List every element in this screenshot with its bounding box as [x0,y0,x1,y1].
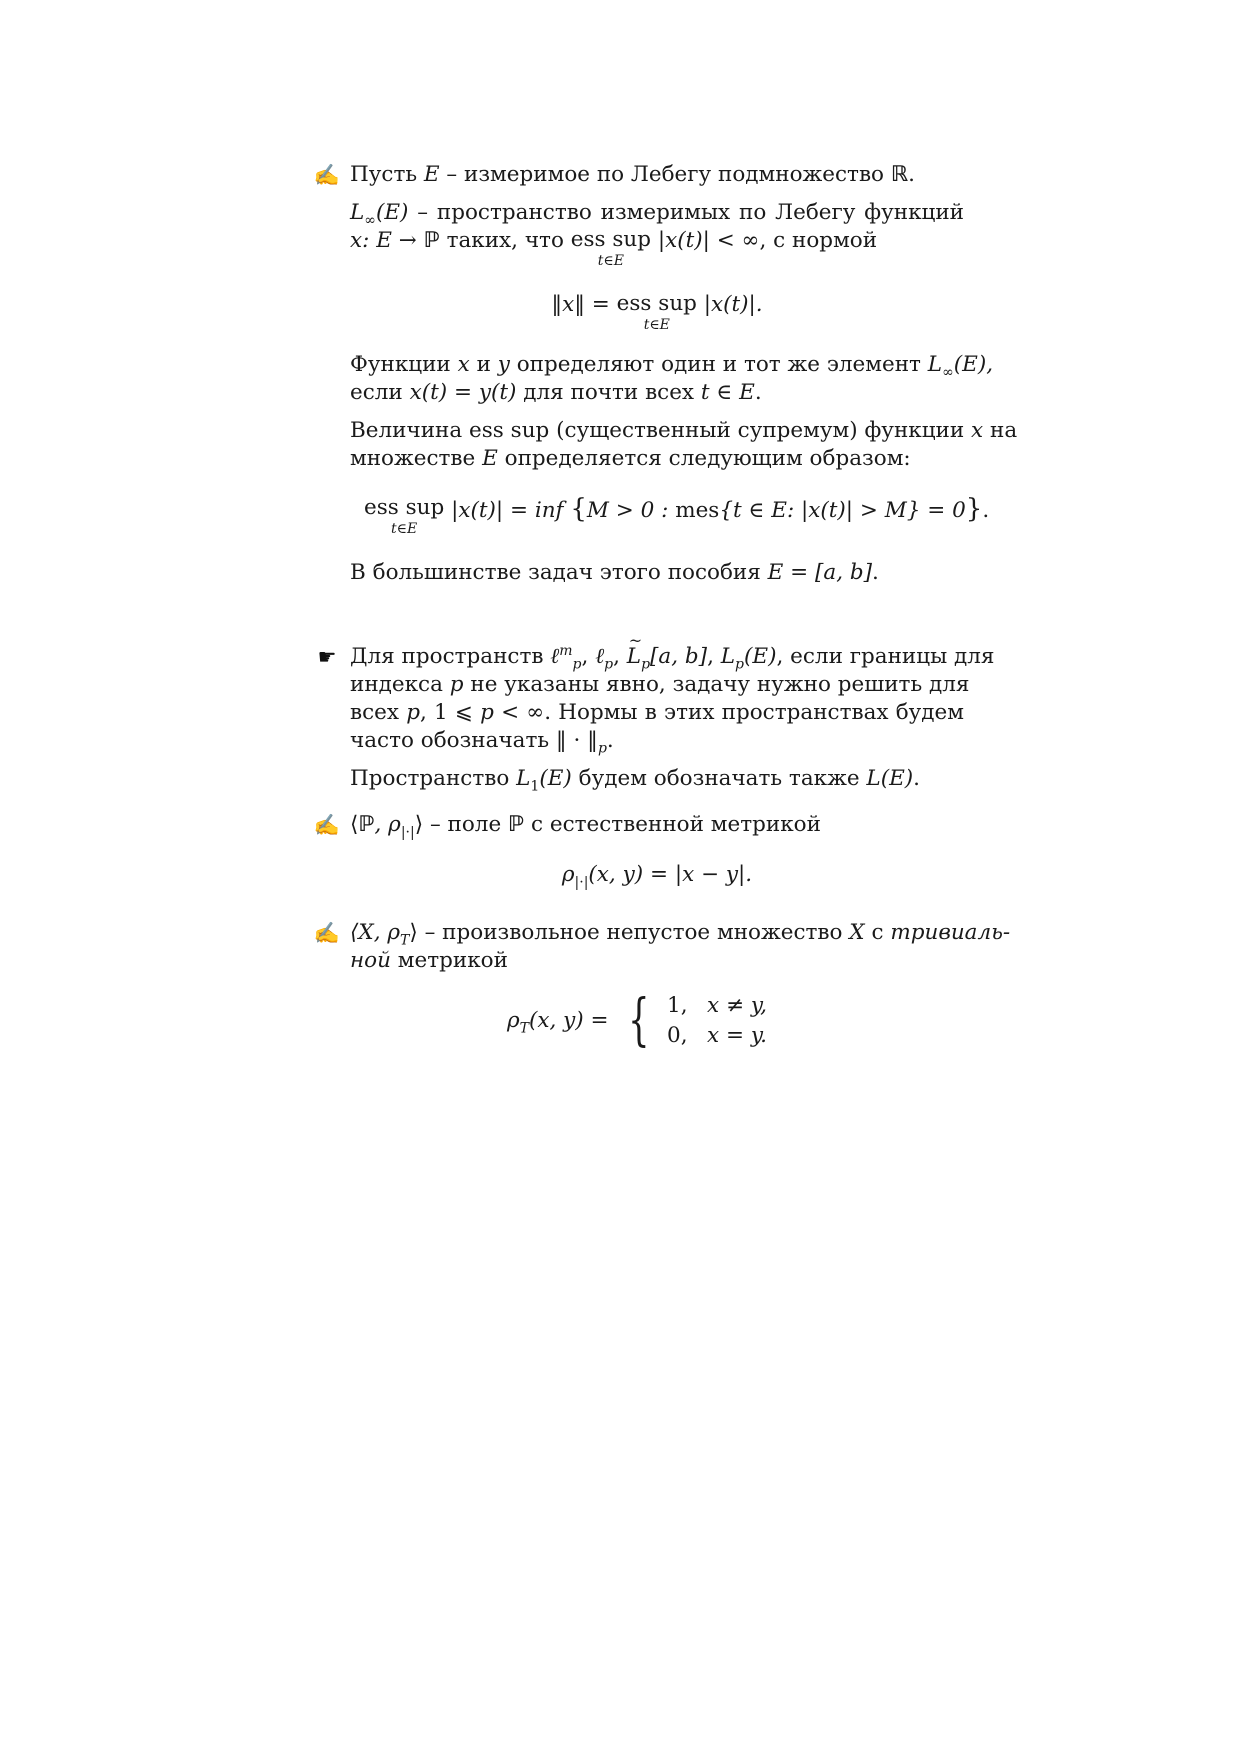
text: . [913,766,921,791]
section-lp-note [317,642,995,803]
text: , с нормой [759,228,878,253]
cases-rows [667,991,807,1051]
text: Пусть [350,162,424,187]
math-expr: |x(t)| = inf [444,498,571,523]
op-name: ess sup [364,495,445,520]
text: . [754,380,762,405]
case-value: 0, [667,1023,688,1048]
math-var: L [927,352,943,377]
brace: } [965,494,983,524]
text: – измеримое по Лебегу подмножество [439,162,891,187]
writing-hand-icon: ✍ [313,163,341,187]
emphasis-text: ной [350,948,391,973]
math-sub: p [735,656,744,673]
writing-hand-icon: ✍ [313,921,341,945]
text: . [908,162,915,187]
math-var: ρ [506,1008,520,1033]
math-expr: (E) [539,766,572,791]
text: . [982,498,990,523]
math-var: E [423,162,440,187]
math-var: p [480,700,494,725]
text: метрикой [390,948,508,973]
section-field-metric [313,811,964,907]
reals-symbol: ℝ [890,162,909,187]
math-expr: (E) [744,644,777,669]
math-expr: : E → [362,228,424,253]
case-condition: x ≠ y, [707,993,767,1018]
math-expr: (x, y) = |x − y|. [588,862,753,887]
ess-sup-operator [571,227,651,269]
math-expr: , ρ [374,812,401,837]
field-symbol: ℙ [358,812,375,837]
math-sub: p [604,656,614,673]
text: , если границы для [776,644,995,669]
text: индекса [350,672,450,697]
interval-note [350,559,964,587]
text: , [707,644,721,669]
math-sub: p [641,656,651,673]
section-trivial-metric [313,919,1011,1069]
text: . [606,728,614,753]
text: < ∞. Нормы в этих пространствах будем [493,700,964,725]
text: В большинстве задач этого пособия [350,560,768,585]
math-var: ρ [561,862,575,887]
op-sub: t∈E [597,253,624,269]
math-var: ℓ [550,644,560,669]
text: Для пространств [350,644,551,669]
math-expr: x(t) = y(t) [409,380,517,405]
math-sub: |·| [400,824,415,841]
math-var: (E) [375,200,409,225]
math-expr: ⟩ [414,812,424,837]
lp-paragraph [350,642,995,757]
math-var: x [971,418,984,443]
math-sub: T [400,932,410,949]
math-var: L [350,200,365,225]
math-sub: p [597,740,607,757]
cases [615,988,807,1053]
text: не указаны явно, задачу нужно решить для [463,672,970,697]
l1-note [350,765,964,793]
brace: { [570,494,587,524]
math-sub: ∞ [364,212,376,229]
math-var: E [482,446,498,471]
text: – поле [423,812,509,837]
math-expr: |x(t)| < ∞ [651,228,760,253]
math-sub: ∞ [942,364,954,381]
field-metric-line [350,811,964,839]
op-name: mes [675,498,720,523]
case-row [667,1021,807,1051]
math-expr: t ∈ E [700,380,755,405]
ess-sup-operator [364,495,444,537]
op-sub: t∈E [391,521,418,537]
case-row [667,991,807,1021]
text: , [581,644,596,669]
math-expr: (x, y) = [528,1008,616,1033]
text: Функции [350,352,458,377]
op-name: ess sup [570,227,652,252]
math-var: y [497,352,510,377]
equivalence-paragraph [350,351,994,407]
ess-sup-paragraph [350,417,1018,473]
text: – произвольное непустое множество [417,920,850,945]
math-expr: {t ∈ E: |x(t)| > M} = 0 [719,498,966,523]
writing-hand-icon: ✍ [313,813,341,837]
math-expr: ⟨ [350,812,359,837]
text: , 1 ⩽ [419,700,481,725]
op-sub: t∈E [643,317,670,333]
text: Пространство [350,766,517,791]
left-brace: { [628,988,650,1053]
math-var: p [449,672,464,697]
case-value: 1, [667,993,688,1018]
math-expr: ⟨X, ρ [350,920,401,945]
ess-sup-operator [617,291,697,333]
text: для почти всех [516,380,701,405]
definition-paragraph [350,199,964,269]
text: с естественной метрикой [524,812,821,837]
text: . [872,560,879,585]
math-sub: T [519,1020,529,1037]
math-var: X [849,920,865,945]
math-var: x [350,228,363,253]
norm-formula [350,291,964,333]
math-expr: ‖ · ‖ [555,728,598,753]
text: (существенный супремум) функции [549,418,972,443]
intro-line [350,161,964,189]
math-expr: L(E) [866,766,914,791]
math-var: ℓ [595,644,605,669]
field-symbol: ℙ [508,812,525,837]
text: , [613,644,627,669]
math-var: L [516,766,531,791]
math-expr: M > 0 : [586,498,676,523]
ess-sup-formula [350,494,990,537]
math-var: ~ L [627,643,641,671]
pointing-hand-icon: ☛ [317,645,337,669]
text: множестве [350,446,483,471]
text: и [469,352,498,377]
text: таких, что [439,228,571,253]
math-expr: [a, b] [650,644,708,669]
text: определяют один и тот же элемент [509,352,928,377]
math-sub: 1 [530,778,540,795]
text: с [864,920,891,945]
abs-metric-formula [350,861,964,889]
math-var: (E), [953,352,994,377]
text: на [983,418,1018,443]
op-name: ess sup [469,418,550,443]
math-expr: ⟩ [409,920,418,945]
trivial-metric-formula [350,988,964,1053]
field-symbol: ℙ [423,228,440,253]
emphasis-text: тривиаль- [890,920,1011,945]
trivial-metric-paragraph [350,919,1011,975]
text: часто обозначать [350,728,556,753]
math-sup: m [559,642,573,659]
section-l-infinity [313,161,1018,597]
math-expr: E = [a, b] [767,560,873,585]
math-var: p [406,700,420,725]
text: Величина [350,418,470,443]
math-sub: p [572,656,582,673]
math-expr: ‖x‖ = [551,292,617,317]
math-var: x [457,352,470,377]
op-name: ess sup [616,291,697,316]
text: всех [350,700,407,725]
text: – пространство измеримых по Лебегу функций [408,200,964,225]
math-var: L [720,644,736,669]
text: будем обозначать также [571,766,867,791]
case-condition: x = y. [707,1023,767,1048]
text: определяется следующим образом: [497,446,911,471]
math-sub: |·| [574,874,589,891]
text: если [350,380,410,405]
math-expr: |x(t)|. [696,292,763,317]
